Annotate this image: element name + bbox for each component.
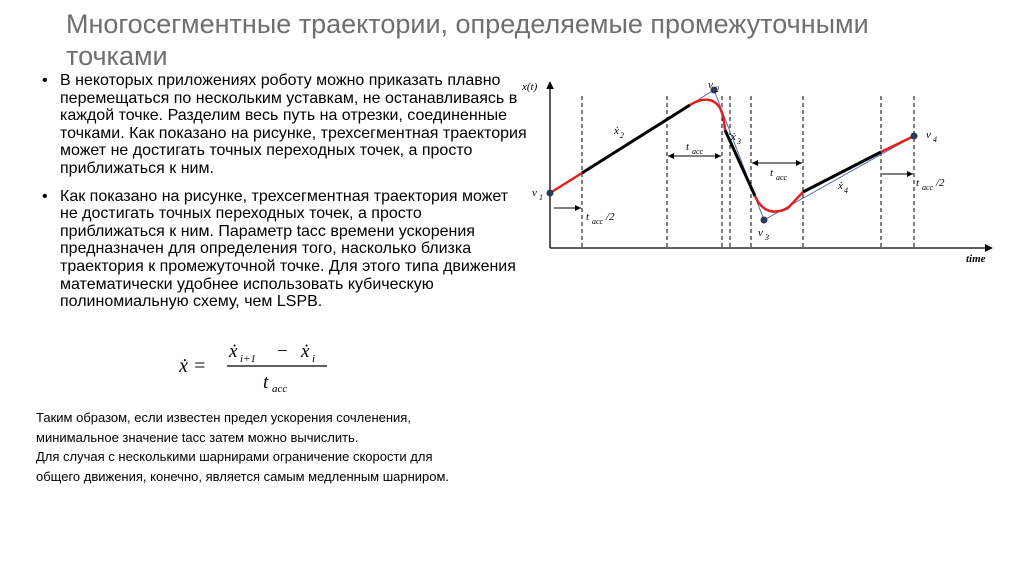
bottom-line-4: общего движения, конечно, является самым медленным шарниром. (36, 468, 450, 484)
formula-numerator-sub-2: i (312, 353, 316, 365)
trajectory-figure (518, 68, 998, 268)
via-point-4 (911, 133, 918, 140)
via-label-1-sub: 1 (539, 193, 543, 202)
half-tacc-label-2-frac: /2 (936, 177, 945, 189)
half-tacc-label-1-sub: acc (592, 217, 604, 226)
velocity-formula (175, 336, 335, 396)
tacc-label-1: t (686, 141, 690, 153)
slope-label-2-sub: 2 (620, 131, 624, 140)
arrowhead (752, 160, 758, 166)
tacc-label-2-sub: acc (776, 173, 788, 182)
formula-numerator-term-2: ẋ (301, 341, 310, 362)
slide-title: Многосегментные траектории, определяемые промежуточными точками (66, 9, 869, 71)
segment-1 (582, 105, 690, 173)
blend-end (881, 136, 914, 152)
control-polygon (550, 90, 914, 220)
arrowhead (907, 171, 913, 177)
via-label-2: v (708, 79, 713, 91)
bullet-paragraph-2: • Как показано на рисунке, трехсегментная траектория может не достигать точных переходных точек, а просто приближаться к ним. Параметр tacc времени ускорения предназначен для определения того, насколько близка траектория к промежуточной точке. Для этого типа движения математически удобнее использовать кубическую полиномиальную схему, чем LSPB. (40, 188, 530, 311)
via-point-1 (547, 190, 554, 197)
formula-denominator-sub: acc (272, 383, 288, 395)
via-label-3: v (758, 227, 763, 239)
arrowhead (715, 153, 721, 159)
blend-curves (550, 100, 914, 212)
arrowhead (668, 153, 674, 159)
bottom-line-3: Для случая с несколькими шарнирами ограничение скорости для (36, 449, 433, 464)
half-tacc-label-2: t (916, 177, 920, 189)
slope-label-2: ẋ (614, 125, 619, 137)
slope-label-4-sub: 4 (844, 186, 848, 195)
bottom-line-2: минимальное значение tacc затем можно вычислить. (36, 429, 359, 445)
formula-denominator: t (263, 372, 269, 393)
tacc-label-2: t (770, 167, 774, 179)
bottom-notes (36, 408, 556, 486)
via-label-2-sub: 2 (715, 85, 719, 94)
via-label-3-sub: 3 (765, 233, 769, 242)
dashed-guides (582, 96, 914, 248)
y-axis-label: x(t) (522, 81, 538, 93)
via-points (547, 87, 918, 224)
half-tacc-label-1-frac: /2 (606, 211, 615, 223)
via-label-4: v (926, 129, 931, 141)
bullet-paragraph-1: • В некоторых приложениях роботу можно приказать плавно перемещаться по нескольким уставкам, не останавливаясь в каждой точке. Разделим весь путь на отрезки, соединенные точками. Как показано на рисунке, трехсегментная траектория может не достигать точных переходных точек, а просто приближаться к ним. (40, 72, 530, 178)
slope-label-3-sub: 3 (737, 137, 741, 146)
formula-minus: − (277, 341, 288, 362)
formula-numerator-term-1: ẋ (229, 341, 238, 362)
half-tacc-label-2-sub: acc (922, 183, 934, 192)
tacc-label-1-sub: acc (692, 147, 704, 156)
formula-numerator-sub-1: i+1 (240, 353, 256, 365)
arrowhead (796, 160, 802, 166)
blend-start (550, 173, 582, 193)
slope-label-3: ẋ (731, 131, 736, 143)
arrowhead (575, 205, 581, 211)
via-label-1: v (532, 187, 537, 199)
linear-segments (582, 105, 881, 196)
formula-lhs: ẋ = (179, 355, 207, 377)
slope-label-4: ẋ (838, 180, 843, 192)
via-point-3 (761, 217, 768, 224)
x-axis-label: time (966, 253, 986, 265)
bullet-list (40, 72, 530, 321)
bottom-line-1: Таким образом, если известен предел ускорения сочленения, (36, 410, 411, 425)
via-label-4-sub: 4 (933, 135, 937, 144)
half-tacc-label-1: t (586, 211, 590, 223)
